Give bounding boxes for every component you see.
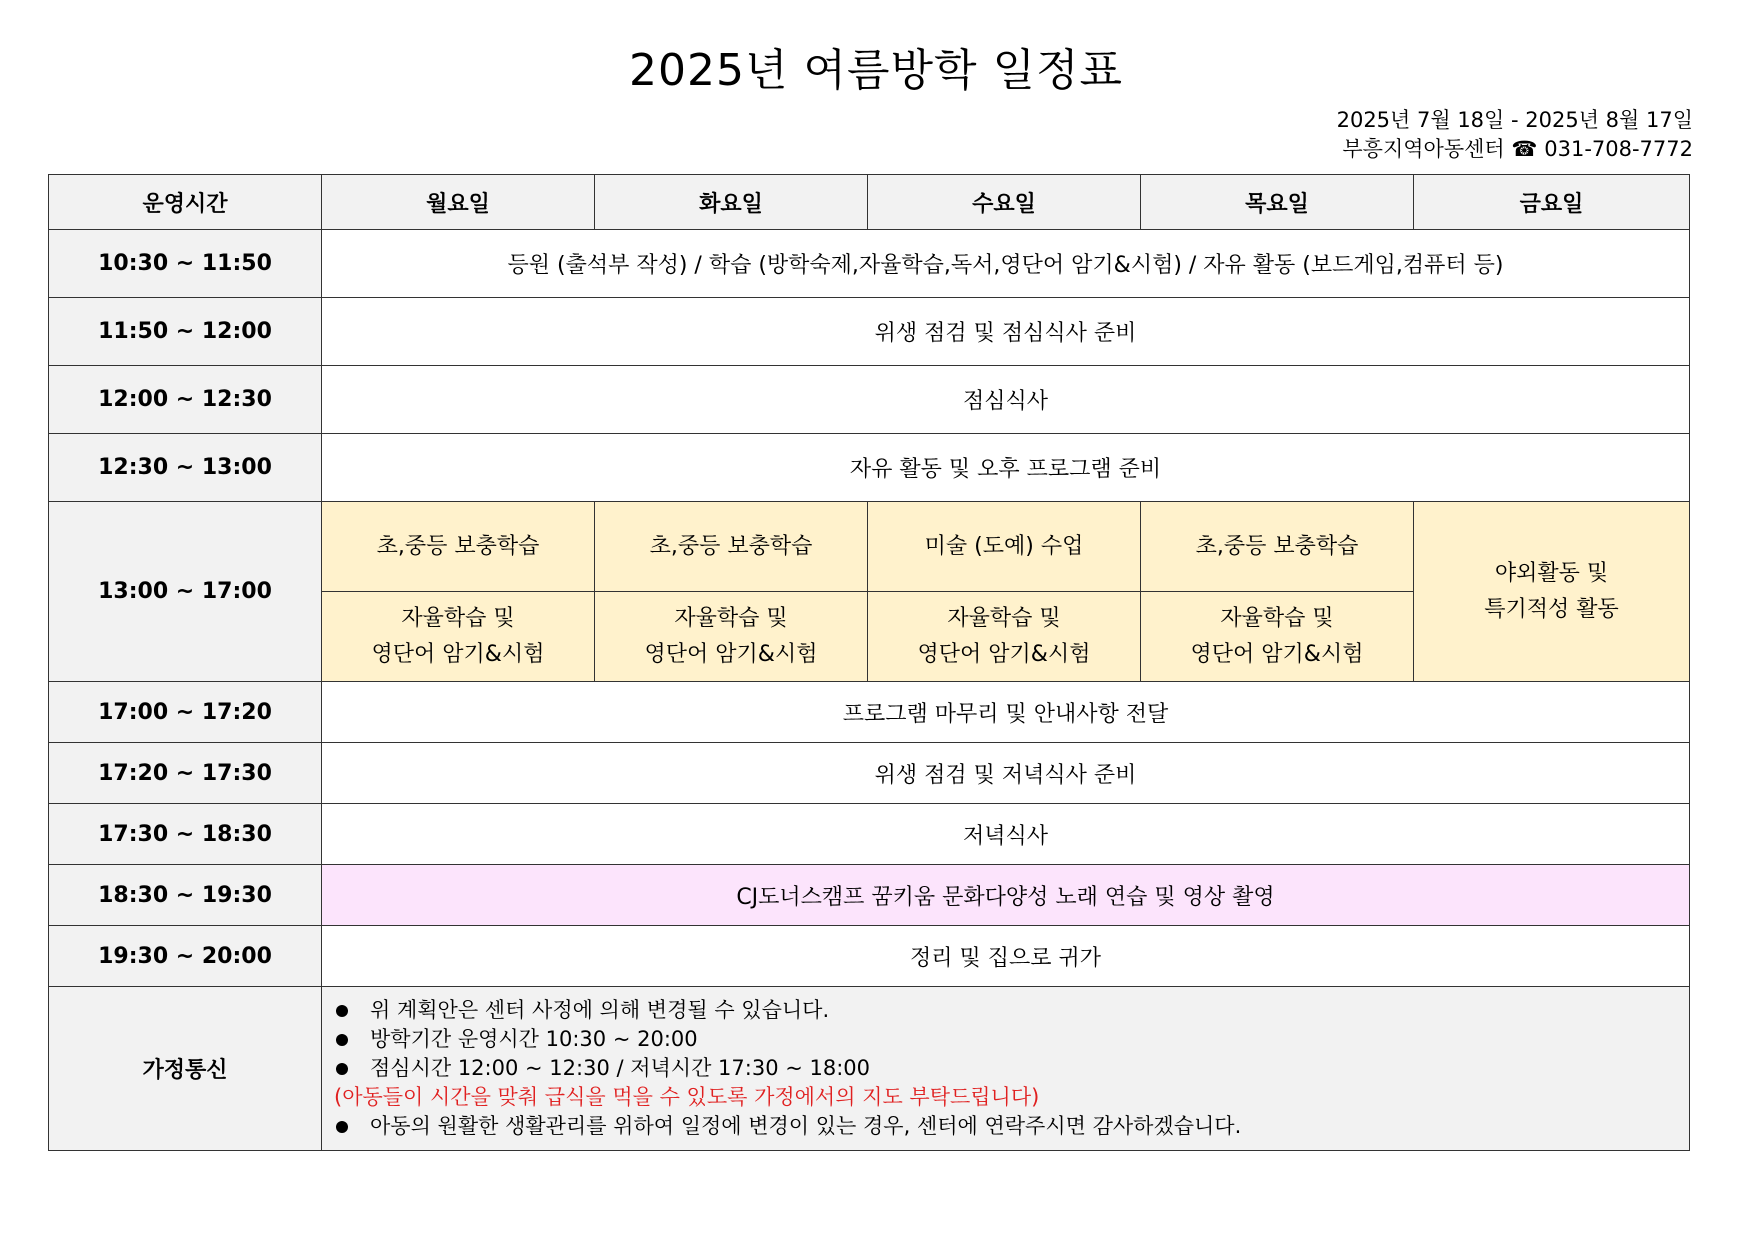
activity-cell: 점심식사 [322, 366, 1690, 434]
time-cell: 13:00 ~ 17:00 [49, 502, 322, 682]
time-cell: 17:20 ~ 17:30 [49, 743, 322, 804]
header-tuesday: 화요일 [595, 175, 868, 230]
wednesday-afternoon-top: 미술 (도예) 수업 [868, 502, 1141, 592]
activity-cell: 등원 (출석부 작성) / 학습 (방학숙제,자율학습,독서,영단어 암기&시험) / 자유 활동 (보드게임,컴퓨터 등) [322, 230, 1690, 298]
bullet-icon [336, 1121, 348, 1133]
notice-text: 방학기간 운영시간 10:30 ~ 20:00 [370, 1027, 698, 1051]
bullet-icon [336, 1034, 348, 1046]
friday-afternoon [1414, 502, 1690, 682]
header-thursday: 목요일 [1141, 175, 1414, 230]
table-row [49, 366, 1690, 434]
time-cell: 10:30 ~ 11:50 [49, 230, 322, 298]
time-cell: 12:30 ~ 13:00 [49, 434, 322, 502]
page-title: 2025년 여름방학 일정표 [629, 45, 1123, 96]
wednesday-afternoon-bottom [868, 592, 1141, 682]
tuesday-afternoon-top: 초,중등 보충학습 [595, 502, 868, 592]
tuesday-afternoon-bottom [595, 592, 868, 682]
phone-icon: ☎ [1511, 137, 1538, 161]
table-row [49, 865, 1690, 926]
phone-number: 031-708-7772 [1544, 137, 1693, 161]
notice-text: 위 계획안은 센터 사정에 의해 변경될 수 있습니다. [370, 998, 830, 1022]
program-cell: CJ도너스캠프 꿈키움 문화다양성 노래 연습 및 영상 촬영 [322, 865, 1690, 926]
activity-cell: 정리 및 집으로 귀가 [322, 926, 1690, 987]
table-row [49, 230, 1690, 298]
header-row [49, 175, 1690, 230]
center-contact [1337, 135, 1693, 164]
friday-line-1: 야외활동 및 [1494, 560, 1609, 586]
time-cell: 19:30 ~ 20:00 [49, 926, 322, 987]
table-row [49, 434, 1690, 502]
monday-afternoon-top: 초,중등 보충학습 [322, 502, 595, 592]
notice-text: 아동의 원활한 생활관리를 위하여 일정에 변경이 있는 경우, 센터에 연락주시면 감사하겠습니다. [370, 1114, 1242, 1138]
notice-row [49, 987, 1690, 1151]
table-row [49, 682, 1690, 743]
friday-line-2: 특기적성 활동 [1484, 596, 1619, 622]
notice-red-note: (아동들이 시간을 맞춰 급식을 먹을 수 있도록 가정에서의 지도 부탁드립니다) [334, 1085, 1040, 1109]
vocab-test-line: 영단어 암기&시험 [371, 641, 545, 667]
time-cell: 12:00 ~ 12:30 [49, 366, 322, 434]
header-time: 운영시간 [49, 175, 322, 230]
header-friday: 금요일 [1414, 175, 1690, 230]
thursday-afternoon-bottom [1141, 592, 1414, 682]
time-cell: 17:00 ~ 17:20 [49, 682, 322, 743]
self-study-line: 자율학습 및 [947, 605, 1061, 631]
table-row [49, 743, 1690, 804]
self-study-line: 자율학습 및 [674, 605, 788, 631]
activity-cell: 위생 점검 및 저녁식사 준비 [322, 743, 1690, 804]
time-cell: 17:30 ~ 18:30 [49, 804, 322, 865]
table-row [49, 926, 1690, 987]
notice-item [334, 1112, 1689, 1141]
self-study-line: 자율학습 및 [1220, 605, 1334, 631]
vocab-test-line: 영단어 암기&시험 [917, 641, 1091, 667]
activity-cell: 자유 활동 및 오후 프로그램 준비 [322, 434, 1690, 502]
time-cell: 18:30 ~ 19:30 [49, 865, 322, 926]
notice-text: 점심시간 12:00 ~ 12:30 / 저녁시간 17:30 ~ 18:00 [370, 1056, 871, 1080]
thursday-afternoon-top: 초,중등 보충학습 [1141, 502, 1414, 592]
table-row [49, 298, 1690, 366]
period-text: 2025년 7월 18일 - 2025년 8월 17일 [1336, 108, 1693, 132]
notice-item [334, 1054, 1689, 1083]
notice-content [322, 987, 1690, 1151]
schedule-table [48, 174, 1690, 1151]
activity-cell: 프로그램 마무리 및 안내사항 전달 [322, 682, 1690, 743]
table-row [49, 804, 1690, 865]
self-study-line: 자율학습 및 [401, 605, 515, 631]
header-monday: 월요일 [322, 175, 595, 230]
vocab-test-line: 영단어 암기&시험 [644, 641, 818, 667]
bullet-icon [336, 1063, 348, 1075]
center-name: 부흥지역아동센터 [1342, 137, 1505, 161]
table-row [49, 502, 1690, 592]
time-cell: 11:50 ~ 12:00 [49, 298, 322, 366]
notice-item [334, 1025, 1689, 1054]
monday-afternoon-bottom [322, 592, 595, 682]
header-wednesday: 수요일 [868, 175, 1141, 230]
schedule-meta [1337, 106, 1693, 164]
vocab-test-line: 영단어 암기&시험 [1190, 641, 1364, 667]
bullet-icon [336, 1005, 348, 1017]
notice-item [334, 996, 1689, 1025]
notice-label: 가정통신 [49, 987, 322, 1151]
activity-cell: 위생 점검 및 점심식사 준비 [322, 298, 1690, 366]
activity-cell: 저녁식사 [322, 804, 1690, 865]
